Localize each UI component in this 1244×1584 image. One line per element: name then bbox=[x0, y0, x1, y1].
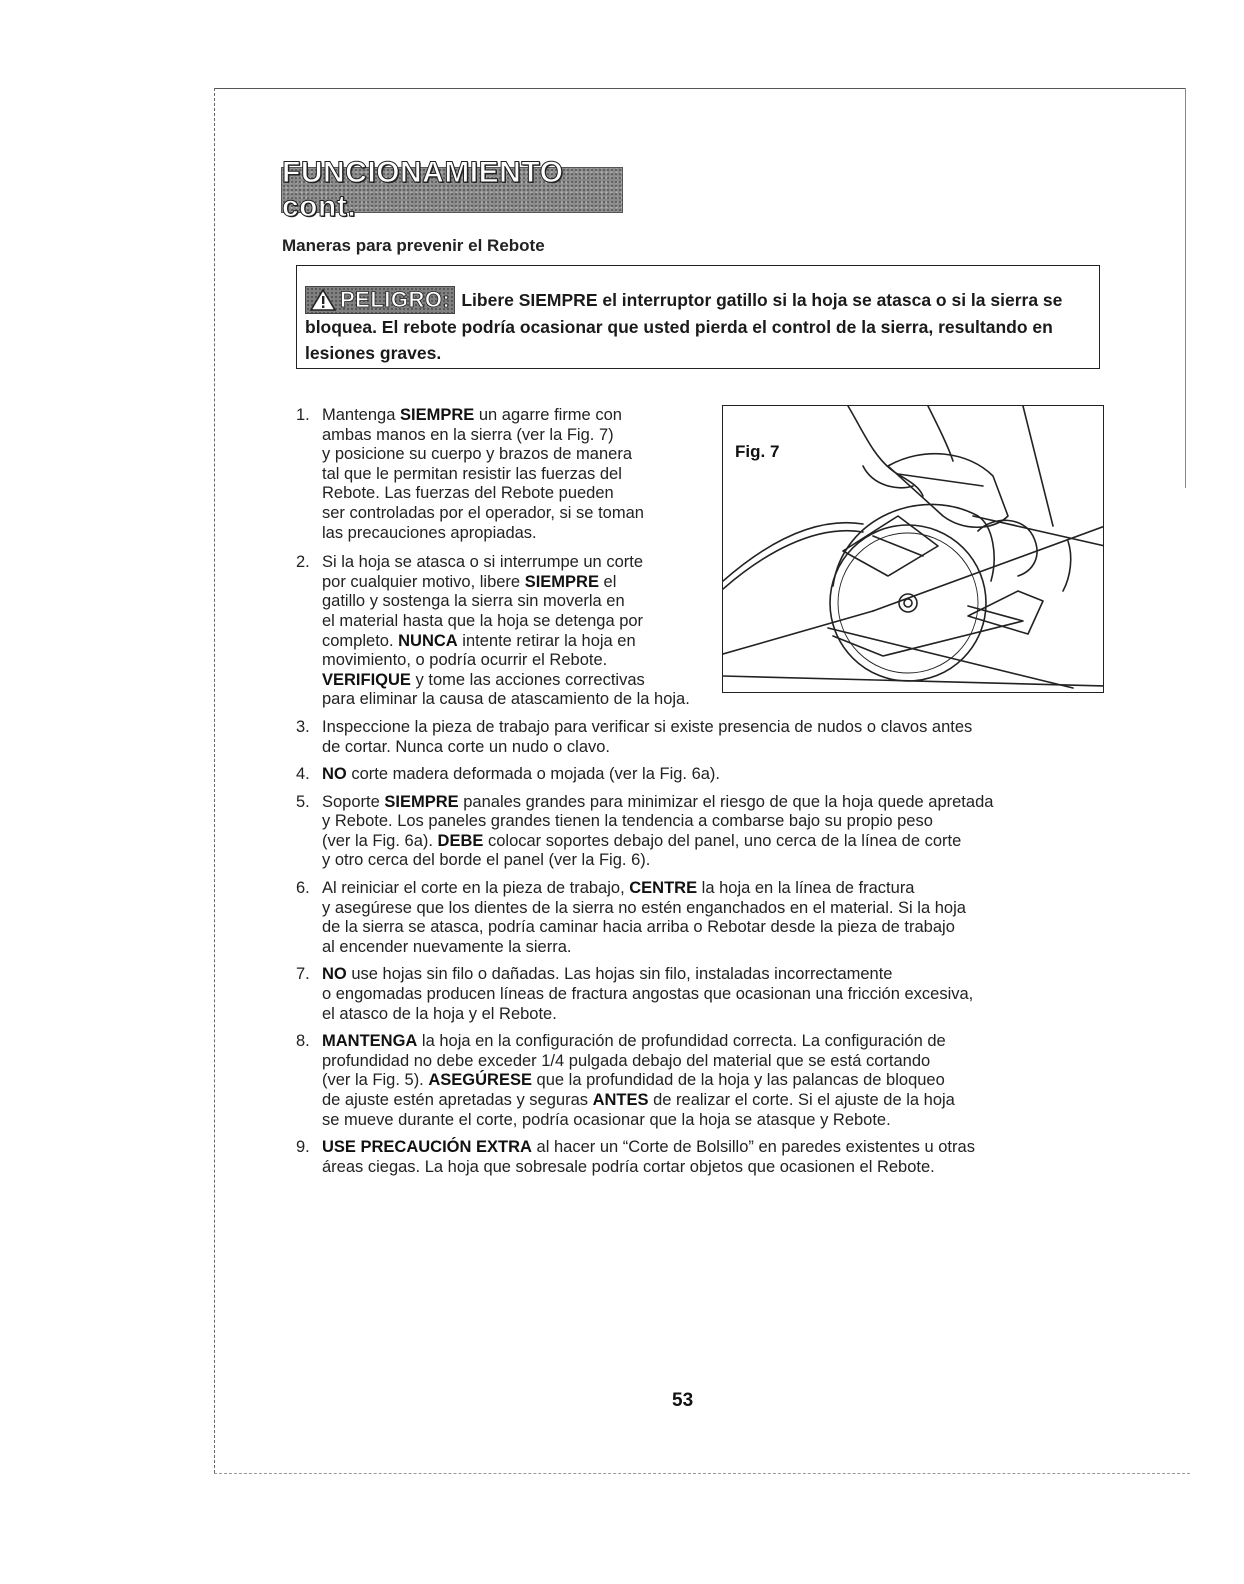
list-item bbox=[296, 1032, 993, 1130]
list-item-number: 3. bbox=[296, 717, 310, 736]
list-item bbox=[296, 1138, 993, 1177]
list-item-number: 9. bbox=[296, 1138, 310, 1157]
list-item-number: 6. bbox=[296, 879, 310, 898]
list-item-text: USE PRECAUCIÓN EXTRA al hacer un “Corte de Bolsillo” en paredes existentes u otras áreas ciegas. La hoja que sobresale podría cortar objetos que ocasionen el Rebote. bbox=[322, 1138, 975, 1176]
list-item-text: Inspeccione la pieza de trabajo para verificar si existe presencia de nudos o clavos antes de cortar. Nunca corte un nudo o clavo. bbox=[322, 717, 973, 756]
danger-text: Libere SIEMPRE el interruptor gatillo si la hoja se atasca o si la sierra se bloquea. El rebote podría ocasionar que usted pierda el control de la sierra, resultando en lesiones graves. bbox=[305, 290, 1063, 363]
list-item-number: 8. bbox=[296, 1032, 310, 1051]
section-title: FUNCIONAMIENTO cont. bbox=[282, 156, 564, 223]
list-item bbox=[296, 965, 993, 1024]
page-border-right bbox=[1185, 88, 1186, 488]
section-title-banner bbox=[281, 156, 623, 223]
page-border-top bbox=[214, 88, 1186, 89]
list-item-text: Soporte SIEMPRE panales grandes para minimizar el riesgo de que la hoja quede apretada y Rebote. Los paneles grandes tienen la tendencia a combarse bajo su propio peso (ver la Fig. 6a). DEBE colocar soportes debajo del panel, uno cerca de la línea de corte y otro cerca del borde el panel (ver la Fig. 6). bbox=[322, 792, 994, 870]
page-border-bottom bbox=[214, 1473, 1190, 1474]
list-item-text: Mantenga SIEMPRE un agarre firme con ambas manos en la sierra (ver la Fig. 7) y posicione su cuerpo y brazos de manera tal que le permitan resistir las fuerzas del Rebote. Las fuerzas del Rebote pueden ser controladas por el operador, si se toman las precauciones apropiadas. bbox=[322, 406, 644, 542]
list-item-text: NO use hojas sin filo o dañadas. Las hojas sin filo, instaladas incorrectamente o engomadas producen líneas de fractura angostas que ocasionan una fricción excesiva, el atasco de la hoja y el Rebote. bbox=[322, 965, 974, 1023]
list-item-text: Si la hoja se atasca o si interrumpe un corte por cualquier motivo, libere SIEMPRE el gatillo y sostenga la sierra sin moverla en el material hasta que la hoja se detenga por completo. NUNCA intente retirar la hoja en movimiento, o podría ocurrir el Rebote. VERIFIQUE y tome las acciones correctivas para eliminar la causa de atascamiento de la hoja. bbox=[322, 553, 690, 709]
list-item-number: 4. bbox=[296, 765, 310, 784]
danger-label bbox=[305, 286, 455, 314]
list-item bbox=[296, 793, 993, 871]
subtitle: Maneras para prevenir el Rebote bbox=[282, 236, 545, 255]
list-item-number: 2. bbox=[296, 553, 310, 572]
page-border-left bbox=[214, 88, 215, 1473]
list-item bbox=[296, 718, 993, 757]
warning-triangle-icon bbox=[310, 289, 336, 311]
figure-7 bbox=[722, 405, 1104, 693]
danger-word: PELIGRO: bbox=[340, 287, 451, 312]
list-item-number: 7. bbox=[296, 965, 310, 984]
circular-saw-illustration bbox=[723, 406, 1104, 693]
list-item bbox=[296, 765, 993, 785]
figure-label: Fig. 7 bbox=[735, 442, 780, 461]
list-item-number: 5. bbox=[296, 792, 310, 811]
list-item-text: NO corte madera deformada o mojada (ver la Fig. 6a). bbox=[322, 765, 721, 784]
list-item-text: Al reiniciar el corte en la pieza de trabajo, CENTRE la hoja en la línea de fractura y asegúrese que los dientes de la sierra no estén enganchados en el material. Si la hoja de la sierra se atasca, podría caminar hacia arriba o Rebotar desde la pieza de trabajo al encender nuevamente la sierra. bbox=[322, 879, 966, 956]
list-item-text: MANTENGA la hoja en la configuración de profundidad correcta. La configuración de profundidad no debe exceder 1/4 pulgada debajo del material que se está cortando (ver la Fig. 5). ASEGÚRESE que la profundidad de la hoja y las palancas de bloqueo de ajuste estén apretadas y seguras ANTES de realizar el corte. Si el ajuste de la hoja se mueve durante el corte, podría ocasionar que la hoja se atasque y Rebote. bbox=[322, 1032, 955, 1129]
page-number: 53 bbox=[672, 1390, 694, 1411]
list-item bbox=[296, 879, 993, 957]
list-item-number: 1. bbox=[296, 406, 310, 424]
danger-warning-box bbox=[296, 265, 1100, 369]
